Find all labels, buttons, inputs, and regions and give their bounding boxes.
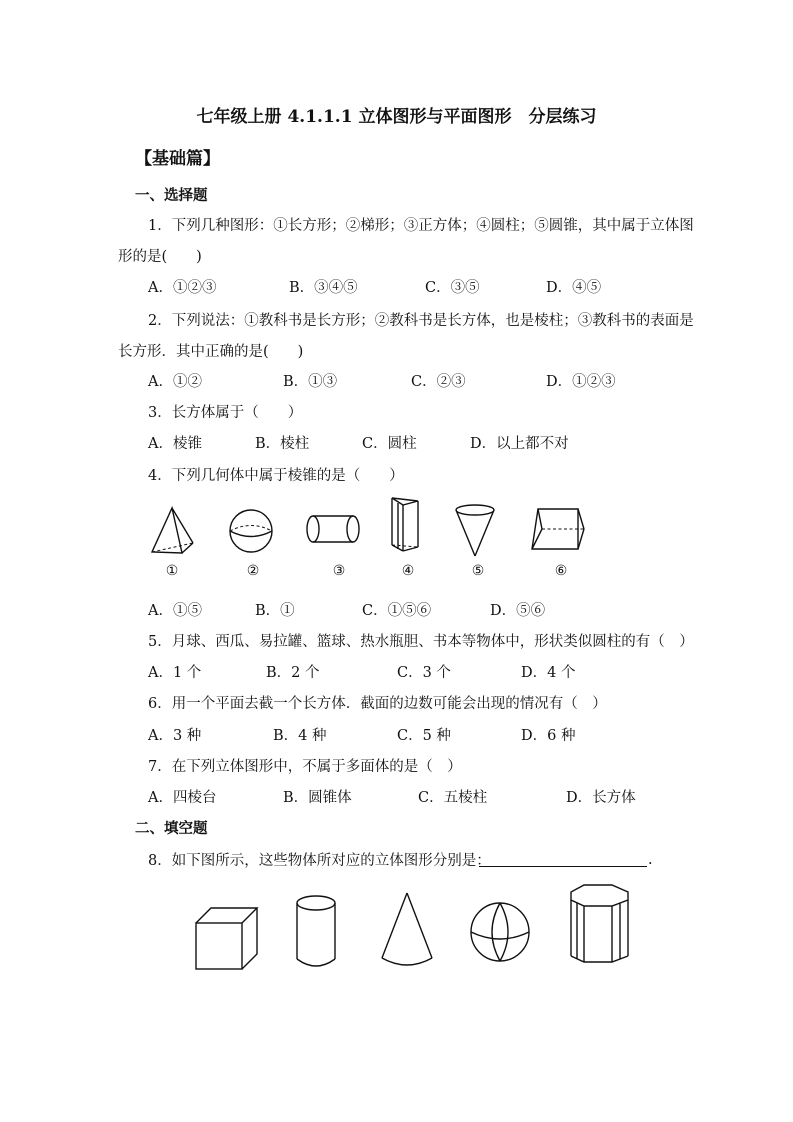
- q1-option-b: B．③④⑤: [289, 280, 358, 296]
- q5-option-b: B．2 个: [266, 665, 320, 681]
- sphere-figure: [227, 508, 277, 556]
- q8-answer-blank[interactable]: [479, 866, 647, 867]
- q6-option-b: B．4 种: [273, 728, 327, 744]
- cube-figure: [193, 905, 261, 973]
- q4-option-c: C．①⑤⑥: [362, 603, 432, 619]
- q1-stem-line2: 形的是( ): [118, 249, 202, 265]
- q2-stem-line2: 长方形．其中正确的是( ): [118, 344, 304, 360]
- part2-heading: 二、填空题: [135, 820, 208, 837]
- prism-figure: [388, 495, 428, 555]
- q4-option-b: B．①: [255, 603, 295, 619]
- q2-option-d: D．①②③: [546, 374, 616, 390]
- figure-label-1: ①: [165, 563, 179, 579]
- ball-figure: [466, 900, 536, 966]
- q7-option-d: D．长方体: [566, 790, 636, 806]
- q2-option-b: B．①③: [283, 374, 338, 390]
- figure-label-2: ②: [246, 563, 260, 579]
- q3-option-c: C．圆柱: [362, 436, 417, 452]
- q1-stem-line1: 1．下列几种图形：①长方形；②梯形；③正方体；④圆柱；⑤圆锥，其中属于立体图: [148, 218, 694, 234]
- pyramid-figure: [148, 505, 198, 557]
- q3-option-b: B．棱柱: [255, 436, 310, 452]
- cylinder-figure: [305, 512, 365, 548]
- figure-label-3: ③: [332, 563, 346, 579]
- q7-option-c: C．五棱柱: [418, 790, 488, 806]
- q2-option-a: A．①②: [148, 374, 202, 390]
- q1-option-a: A．①②③: [148, 280, 217, 296]
- part1-heading: 一、选择题: [135, 187, 208, 204]
- q2-option-c: C．②③: [411, 374, 466, 390]
- q6-option-d: D．6 种: [521, 728, 576, 744]
- q3-stem: 3．长方体属于（ ）: [148, 405, 303, 421]
- figure-label-6: ⑥: [554, 563, 568, 579]
- q4-option-d: D．⑤⑥: [490, 603, 546, 619]
- q8-end-mark: .: [648, 852, 653, 868]
- q4-option-a: A．①⑤: [148, 603, 202, 619]
- q5-option-a: A．1 个: [148, 665, 202, 681]
- q6-option-c: C．5 种: [397, 728, 451, 744]
- lying-prism-figure: [528, 505, 588, 557]
- q7-option-a: A．四棱台: [148, 790, 217, 806]
- upright-cone-figure: [379, 890, 435, 972]
- q7-option-b: B．圆锥体: [283, 790, 352, 806]
- q1-option-c: C．③⑤: [425, 280, 480, 296]
- octagonal-prism-figure: [566, 882, 634, 968]
- page-title: 七年级上册 4.1.1.1 立体图形与平面图形 分层练习: [196, 107, 597, 127]
- figure-label-4: ④: [401, 563, 415, 579]
- q5-stem: 5．月球、西瓜、易拉罐、篮球、热水瓶胆、书本等物体中，形状类似圆柱的有（ ）: [148, 634, 694, 650]
- section-heading-basic: 【基础篇】: [135, 149, 220, 169]
- q6-stem: 6．用一个平面去截一个长方体．截面的边数可能会出现的情况有（ ）: [148, 696, 607, 712]
- cone-figure: [452, 502, 498, 560]
- q5-option-d: D．4 个: [521, 665, 576, 681]
- q6-option-a: A．3 种: [148, 728, 202, 744]
- q3-option-a: A．棱锥: [148, 436, 202, 452]
- figure-label-5: ⑤: [471, 563, 485, 579]
- q3-option-d: D．以上都不对: [470, 436, 569, 452]
- q4-stem: 4．下列几何体中属于棱锥的是（ ）: [148, 468, 404, 484]
- q2-stem-line1: 2．下列说法：①教科书是长方形；②教科书是长方体，也是棱柱；③教科书的表面是: [148, 313, 694, 329]
- q5-option-c: C．3 个: [397, 665, 451, 681]
- q1-option-d: D．④⑤: [546, 280, 602, 296]
- q7-stem: 7．在下列立体图形中，不属于多面体的是（ ）: [148, 759, 462, 775]
- q8-stem: 8．如下图所示，这些物体所对应的立体图形分别是：: [148, 853, 491, 869]
- upright-cylinder-figure: [294, 893, 340, 971]
